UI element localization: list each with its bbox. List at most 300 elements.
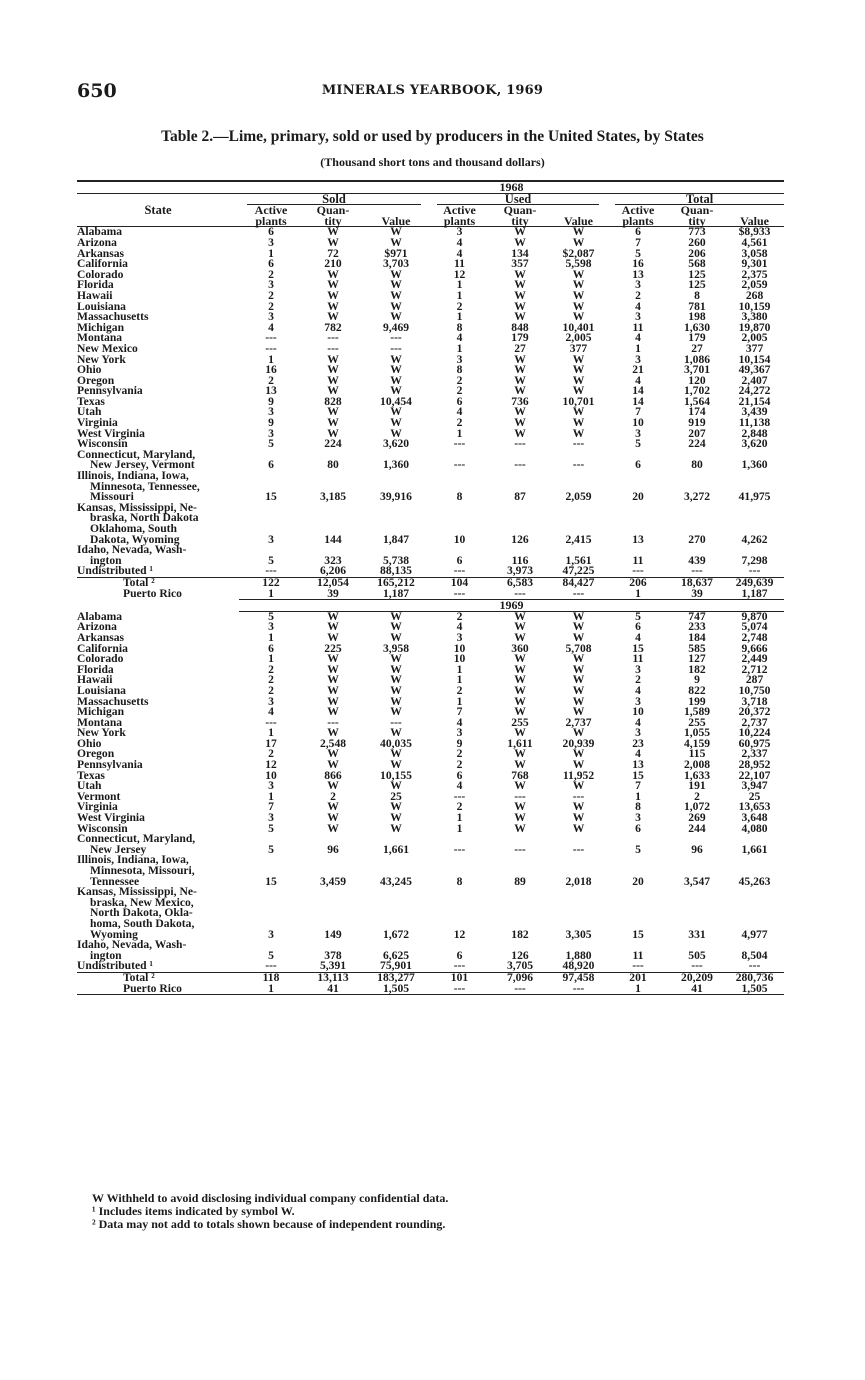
cell-used-active-plants: 104 [429, 577, 490, 588]
cell-used-active-plants: 4 [456, 235, 463, 249]
cell-used-active-plants: 1 [456, 821, 463, 835]
state-name-line: Pennsylvania [77, 384, 143, 398]
cell-sold-quantity: W [327, 726, 339, 740]
cell-total-active-plants: 11 [632, 320, 644, 334]
cell-used-quantity: W [514, 726, 526, 740]
table-row [77, 429, 784, 440]
cell-sold-value: 88,135 [380, 564, 412, 578]
cell-total-value: 249,639 [725, 577, 784, 588]
cell-total-value: 280,736 [725, 972, 784, 983]
cell-used-active-plants: 4 [456, 405, 463, 419]
column-header-line: Value [740, 213, 769, 228]
cell-used-value: --- [572, 789, 585, 803]
cell-used-quantity: 357 [511, 257, 529, 271]
state-name-line: ington [90, 553, 122, 567]
cell-total-quantity: 120 [688, 373, 706, 387]
cell-used-value: --- [572, 437, 585, 451]
cell-sold-value: W [390, 821, 402, 835]
column-header-line: Active [443, 203, 476, 218]
state-name: Puerto Rico [123, 587, 182, 601]
cell-total-quantity: 269 [688, 811, 706, 825]
cell-used-active-plants: 2 [456, 373, 463, 387]
cell-total-active-plants: 23 [632, 736, 644, 750]
state-name: Total ² [123, 575, 155, 589]
cell-total-value: 28,952 [738, 758, 771, 772]
cell-total-active-plants: 5 [635, 246, 641, 260]
cell-sold-quantity: W [327, 800, 339, 814]
cell-sold-value: 1,661 [382, 842, 410, 856]
cell-sold-value: W [390, 373, 402, 387]
cell-sold-value: W [390, 235, 402, 249]
cell-total-quantity: 1,702 [683, 384, 711, 398]
cell-sold-quantity: W [327, 299, 339, 313]
column-header-line: Value [381, 213, 411, 228]
cell-total-active-plants: 3 [635, 426, 641, 440]
cell-total-active-plants: 5 [635, 609, 641, 623]
cell-used-quantity: W [514, 405, 526, 419]
cell-used-quantity: 182 [511, 927, 529, 941]
state-name-line: Michigan [77, 320, 125, 334]
cell-total-value: 11,138 [738, 416, 771, 430]
cell-sold-active-plants: 2 [268, 673, 274, 687]
cell-used-quantity: W [514, 363, 526, 377]
cell-used-active-plants: 101 [429, 972, 490, 983]
cell-sold-quantity: 828 [324, 394, 342, 408]
cell-total-value: 9,870 [741, 609, 768, 623]
column-header-total-active-plants [607, 205, 669, 227]
cell-used-quantity: 134 [511, 246, 529, 260]
cell-total-value: 2,449 [741, 652, 768, 666]
cell-total-active-plants: 4 [635, 331, 641, 345]
state-cell [77, 834, 239, 855]
state-name-line: braska, North Dakota [90, 511, 199, 525]
cell-used-quantity: W [514, 800, 526, 814]
cell-total-quantity: 2,008 [683, 758, 711, 772]
cell-total-quantity: 1,086 [683, 352, 711, 366]
cell-used-value: W [572, 405, 585, 419]
cell-used-active-plants: 6 [456, 948, 463, 962]
cell-used-quantity: --- [514, 842, 526, 856]
cell-used-active-plants: 10 [453, 532, 466, 546]
cell-total-active-plants: 4 [635, 715, 641, 729]
state-name-line: Illinois, Indiana, Iowa, [77, 853, 189, 867]
footnotes [92, 1192, 448, 1231]
cell-sold-value: 10,155 [380, 768, 412, 782]
cell-used-value: 2,005 [565, 331, 592, 345]
cell-total-quantity: 585 [688, 641, 706, 655]
cell-total-value: 1,360 [741, 458, 768, 472]
table-row [77, 813, 784, 824]
state-name-line: Illinois, Indiana, Iowa, [77, 469, 189, 483]
cell-used-value: 20,939 [562, 736, 595, 750]
cell-sold-quantity: W [327, 662, 339, 676]
cell-total-value: 3,718 [741, 694, 768, 708]
cell-sold-value: W [390, 630, 402, 644]
cell-used-active-plants: 6 [456, 553, 463, 567]
cell-total-active-plants: 8 [635, 800, 641, 814]
state-cell [77, 545, 239, 566]
cell-sold-quantity: 96 [327, 842, 339, 856]
state-name-line: Pennsylvania [77, 758, 143, 772]
cell-sold-active-plants: 7 [268, 800, 274, 814]
cell-total-quantity: 206 [688, 246, 706, 260]
cell-used-active-plants: 8 [456, 874, 463, 888]
group-header-used: Used [437, 194, 599, 206]
year-header-row [77, 181, 784, 193]
state-name-line: Virginia [77, 800, 118, 814]
cell-used-quantity: --- [514, 458, 526, 472]
cell-sold-value: $971 [384, 246, 408, 260]
cell-used-value: W [572, 288, 585, 302]
state-name-line: braska, New Mexico, [90, 895, 194, 909]
cell-sold-active-plants: 12 [265, 758, 277, 772]
cell-total-value: 49,367 [738, 363, 771, 377]
cell-used-value: 3,305 [565, 927, 592, 941]
cell-sold-active-plants: 1 [268, 726, 274, 740]
cell-sold-value: W [390, 811, 402, 825]
column-header-used-value [550, 205, 607, 227]
cell-total-value: 3,947 [741, 779, 768, 793]
cell-used-active-plants: 4 [456, 620, 463, 634]
state-cell [77, 768, 239, 782]
cell-used-quantity: W [514, 426, 526, 440]
cell-sold-quantity: 6,206 [319, 564, 347, 578]
cell-used-quantity: W [514, 630, 526, 644]
cell-total-active-plants: 1 [635, 586, 641, 600]
cell-total-quantity: 505 [688, 948, 706, 962]
cell-sold-quantity: W [327, 384, 339, 398]
cell-total-active-plants: 4 [635, 299, 641, 313]
cell-sold-quantity: W [327, 373, 339, 387]
cell-sold-quantity: W [327, 405, 339, 419]
state-name-line: North Dakota, Okla- [90, 906, 193, 920]
cell-sold-active-plants: 2 [268, 747, 274, 761]
state-name-line: Connecticut, Maryland, [77, 447, 196, 461]
cell-used-active-plants: 3 [456, 630, 463, 644]
cell-total-quantity: 4,159 [683, 736, 711, 750]
year-separator-row [77, 600, 784, 612]
cell-sold-quantity: 782 [324, 320, 342, 334]
table-row [77, 291, 784, 302]
cell-sold-quantity: W [327, 426, 339, 440]
column-header-used-active-plants [429, 205, 490, 227]
cell-sold-quantity: W [327, 821, 339, 835]
cell-used-value: W [572, 662, 585, 676]
table-row [77, 644, 784, 655]
cell-total-active-plants: 2 [635, 288, 641, 302]
cell-used-value: W [572, 384, 585, 398]
cell-sold-quantity: 224 [324, 437, 342, 451]
cell-sold-value: W [390, 278, 402, 292]
table-row [77, 887, 784, 940]
cell-total-quantity: 331 [688, 927, 706, 941]
state-name-line: Texas [77, 768, 105, 782]
state-name-line: Massachusetts [77, 694, 149, 708]
cell-used-value: W [572, 652, 585, 666]
cell-sold-active-plants: 5 [268, 842, 274, 856]
state-cell [77, 589, 239, 600]
cell-total-quantity: 184 [688, 630, 706, 644]
state-name-line: Hawaii [77, 288, 113, 302]
cell-sold-value: 1,847 [382, 532, 410, 546]
state-name-line: New Jersey [90, 842, 147, 856]
cell-sold-active-plants: --- [265, 341, 277, 355]
cell-sold-value: 25 [390, 789, 402, 803]
state-name-line: Wyoming [90, 927, 138, 941]
cell-sold-value: --- [390, 331, 402, 345]
cell-total-active-plants: 13 [632, 532, 644, 546]
cell-used-quantity: W [514, 299, 526, 313]
cell-used-active-plants: 1 [456, 341, 463, 355]
state-name-line: Utah [77, 779, 102, 793]
cell-sold-quantity: W [327, 267, 339, 281]
cell-total-active-plants: 3 [635, 310, 641, 324]
state-name-line: Oregon [77, 747, 115, 761]
cell-sold-quantity: W [327, 652, 339, 666]
cell-total-value: 2,337 [741, 747, 768, 761]
cell-total-quantity: 207 [688, 426, 706, 440]
cell-total-quantity: 568 [688, 257, 706, 271]
state-name-line: Virginia [77, 416, 118, 430]
cell-sold-value: 10,454 [380, 394, 412, 408]
cell-sold-active-plants: 5 [268, 553, 274, 567]
cell-sold-quantity: --- [327, 331, 339, 345]
cell-used-active-plants: 3 [456, 225, 463, 239]
state-name-line: New York [77, 352, 126, 366]
cell-sold-active-plants: 5 [268, 948, 274, 962]
cell-used-quantity: 768 [511, 768, 529, 782]
cell-total-active-plants: 2 [635, 673, 641, 687]
cell-used-quantity: W [514, 267, 526, 281]
table-row [77, 771, 784, 782]
footnote-withheld: W Withheld to avoid disclosing individual company confidential data. [92, 1191, 449, 1205]
column-header-sold-value [363, 205, 429, 227]
cell-total-value: 377 [745, 341, 764, 355]
cell-total-active-plants: 3 [635, 726, 641, 740]
total-row [77, 577, 784, 588]
cell-used-value: W [572, 673, 585, 687]
cell-used-value: $2,087 [562, 246, 595, 260]
table-row [77, 855, 784, 887]
cell-used-value: W [572, 694, 585, 708]
table-row [77, 365, 784, 376]
cell-used-quantity: 3,973 [506, 564, 534, 578]
cell-total-active-plants: 14 [632, 394, 644, 408]
cell-sold-value: 3,958 [382, 641, 410, 655]
cell-used-quantity: W [514, 673, 526, 687]
cell-used-quantity: W [514, 821, 526, 835]
column-header-total-quantity [669, 205, 725, 227]
cell-sold-value: W [390, 352, 402, 366]
cell-used-value: W [572, 620, 585, 634]
cell-sold-quantity: W [327, 609, 339, 623]
state-cell [77, 447, 239, 472]
cell-sold-value: W [390, 405, 402, 419]
cell-used-active-plants: 4 [456, 779, 463, 793]
cell-sold-quantity: 378 [324, 948, 342, 962]
cell-sold-value: W [390, 363, 402, 377]
cell-used-value: W [572, 416, 585, 430]
cell-total-value: 13,653 [738, 800, 771, 814]
cell-sold-quantity: 866 [324, 768, 342, 782]
cell-sold-quantity: W [327, 811, 339, 825]
cell-sold-quantity: W [327, 705, 339, 719]
cell-total-quantity: 3,701 [683, 363, 711, 377]
cell-total-quantity: 39 [691, 586, 703, 600]
state-name-line: California [77, 257, 128, 271]
group-header-row [77, 193, 784, 205]
cell-total-value: 2,748 [741, 630, 768, 644]
cell-sold-quantity: 225 [324, 641, 342, 655]
cell-used-active-plants: --- [429, 984, 490, 995]
cell-sold-quantity: W [327, 363, 339, 377]
state-cell [77, 728, 239, 739]
cell-sold-active-plants: 6 [268, 641, 274, 655]
cell-used-active-plants: 6 [456, 394, 463, 408]
cell-sold-quantity: W [327, 630, 339, 644]
cell-sold-quantity: 323 [324, 553, 342, 567]
cell-sold-active-plants: 15 [265, 874, 277, 888]
table-row [77, 961, 784, 972]
cell-sold-value: W [390, 267, 402, 281]
footnote-includes: ¹ Includes items indicated by symbol W. [92, 1204, 295, 1218]
puerto-rico-row [77, 589, 784, 600]
cell-sold-quantity: 144 [324, 532, 342, 546]
state-name-line: New York [77, 726, 126, 740]
table-row [77, 333, 784, 344]
state-name-line: California [77, 641, 128, 655]
cell-sold-quantity: W [327, 278, 339, 292]
state-name-line: Minnesota, Tennessee, [90, 479, 200, 493]
cell-sold-active-plants: 2 [268, 683, 274, 697]
cell-total-value: 9,666 [741, 641, 768, 655]
cell-used-active-plants: 1 [456, 694, 463, 708]
lime-table [77, 180, 784, 995]
cell-sold-quantity: W [327, 673, 339, 687]
cell-used-value: 5,598 [565, 257, 592, 271]
cell-used-quantity: W [514, 747, 526, 761]
column-header-line: Value [564, 213, 593, 228]
cell-sold-quantity: 149 [324, 927, 342, 941]
cell-total-quantity: 747 [688, 609, 706, 623]
cell-total-active-plants: 4 [635, 683, 641, 697]
cell-used-value: W [572, 278, 585, 292]
cell-sold-active-plants: 122 [239, 577, 303, 588]
cell-used-value: W [572, 779, 585, 793]
cell-sold-active-plants: 9 [268, 416, 274, 430]
cell-used-value: W [572, 225, 585, 239]
cell-used-active-plants: 2 [456, 758, 463, 772]
cell-sold-active-plants: 3 [268, 694, 274, 708]
cell-used-quantity: W [514, 416, 526, 430]
table-row [77, 622, 784, 633]
cell-used-active-plants: 10 [453, 641, 466, 655]
cell-sold-value: 5,738 [382, 553, 410, 567]
cell-total-active-plants: 206 [607, 577, 669, 588]
state-name-line: Arkansas [77, 246, 125, 260]
cell-used-quantity: 89 [514, 874, 526, 888]
cell-used-active-plants: 3 [456, 726, 463, 740]
cell-sold-value: W [390, 652, 402, 666]
cell-total-value: 4,977 [741, 927, 768, 941]
cell-used-quantity: W [514, 373, 526, 387]
state-cell [77, 855, 239, 887]
cell-used-active-plants: 1 [456, 310, 463, 324]
cell-used-value: W [572, 683, 585, 697]
state-name-line: Oregon [77, 373, 115, 387]
cell-total-active-plants: 11 [632, 948, 644, 962]
cell-total-quantity: 255 [688, 715, 706, 729]
cell-total-value: 2,375 [741, 267, 768, 281]
cell-total-quantity: 3,547 [683, 874, 711, 888]
table-header [77, 181, 784, 227]
cell-sold-quantity: 3,185 [319, 490, 347, 504]
state-name-line: Kansas, Mississippi, Ne- [77, 885, 197, 899]
cell-total-active-plants: 3 [635, 694, 641, 708]
state-name-line: Alabama [77, 225, 123, 239]
state-name-line: Vermont [77, 789, 121, 803]
state-name-line: Dakota, Wyoming [90, 532, 180, 546]
cell-sold-active-plants: 6 [268, 225, 274, 239]
state-name-line: Wisconsin [77, 821, 128, 835]
cell-sold-quantity: W [327, 694, 339, 708]
cell-total-value: 5,074 [741, 620, 768, 634]
cell-total-value: 4,080 [741, 821, 768, 835]
cell-sold-quantity: W [327, 288, 339, 302]
cell-sold-quantity: W [327, 416, 339, 430]
table-row [77, 686, 784, 697]
cell-total-active-plants: 1 [635, 341, 641, 355]
cell-total-value: 3,648 [741, 811, 768, 825]
cell-sold-active-plants: 1 [268, 352, 274, 366]
cell-total-value: 1,661 [741, 842, 768, 856]
cell-sold-active-plants: 4 [268, 705, 274, 719]
cell-total-active-plants: 21 [632, 363, 644, 377]
state-cell [77, 940, 239, 961]
state-name-line: Utah [77, 405, 102, 419]
cell-used-value: 97,458 [550, 972, 607, 983]
cell-sold-value: W [390, 694, 402, 708]
cell-sold-active-plants: 2 [268, 267, 274, 281]
cell-used-value: 10,701 [562, 394, 595, 408]
cell-total-active-plants: 11 [632, 652, 644, 666]
cell-sold-value: 3,703 [382, 257, 410, 271]
cell-total-quantity: 96 [691, 842, 703, 856]
cell-used-active-plants: --- [453, 437, 466, 451]
cell-sold-quantity: W [327, 310, 339, 324]
cell-used-value: 11,952 [562, 768, 595, 782]
cell-sold-active-plants: 9 [268, 394, 274, 408]
cell-total-quantity: 80 [691, 458, 703, 472]
table-body [77, 227, 784, 995]
state-name-line: Montana [77, 715, 123, 729]
cell-used-active-plants: 2 [456, 747, 463, 761]
column-header-line: tity [688, 213, 706, 228]
cell-used-value: W [572, 726, 585, 740]
cell-total-active-plants: 15 [632, 641, 644, 655]
cell-sold-active-plants: 1 [239, 984, 303, 995]
cell-total-value: 3,439 [741, 405, 768, 419]
running-head: MINERALS YEARBOOK, 1969 [321, 83, 544, 98]
cell-total-quantity: 41 [669, 984, 725, 995]
cell-total-active-plants: 20 [632, 490, 644, 504]
cell-sold-quantity: 72 [327, 246, 339, 260]
table-row [77, 238, 784, 249]
cell-used-quantity: W [514, 288, 526, 302]
cell-used-quantity: --- [514, 437, 526, 451]
cell-used-quantity: W [514, 384, 526, 398]
cell-used-quantity: W [514, 652, 526, 666]
